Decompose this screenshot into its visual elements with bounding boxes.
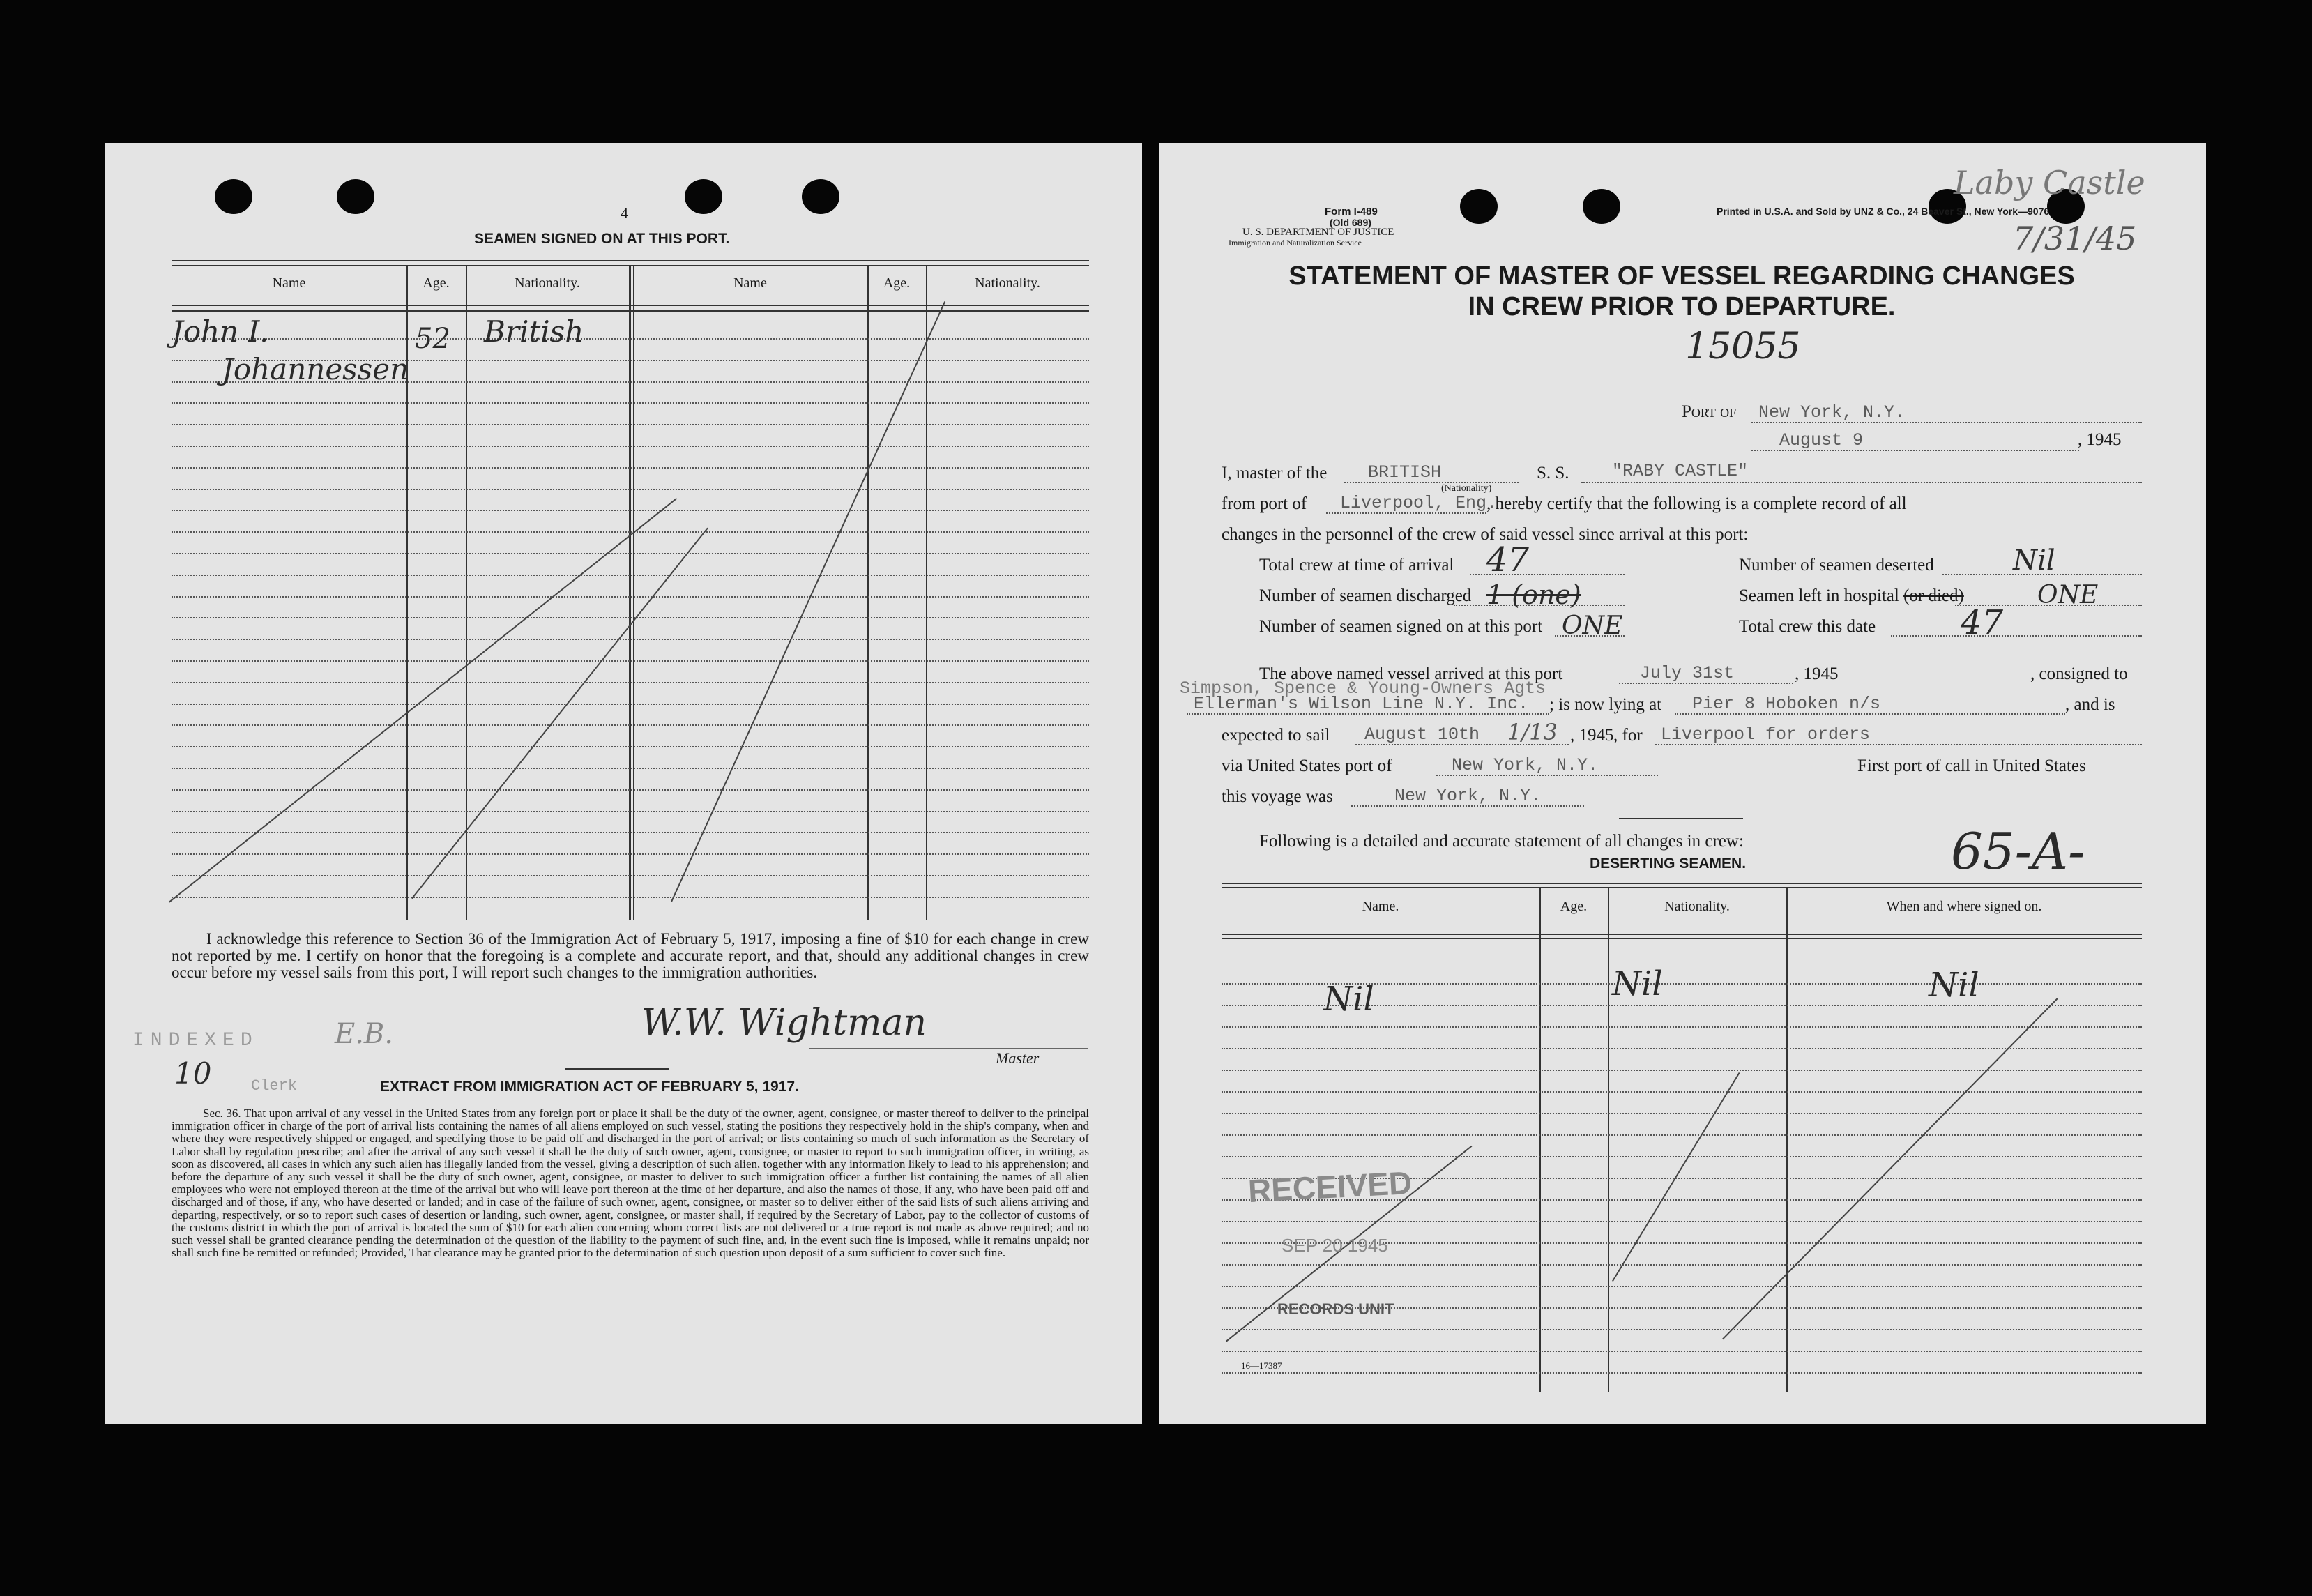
deserting-title: DESERTING SEAMEN. [1590,856,1747,872]
corner-note-date: 7/31/45 [2013,220,2137,257]
extract-title: EXTRACT FROM IMMIGRATION ACT OF FEBRUARY 5, 1917. [380,1079,799,1095]
row-rule [172,811,1089,812]
row-rule [1222,1286,2142,1287]
records-unit-stamp: RECORDS UNIT [1277,1300,1394,1318]
port-value: New York, N.Y. [1758,402,1906,423]
department: U. S. DEPARTMENT OF JUSTICE [1242,227,1394,238]
row-rule [172,338,1089,340]
punch-hole [215,179,252,214]
and-is-label: , and is [2065,695,2115,714]
footer-code: 16—17387 [1241,1360,1282,1371]
section-title: SEAMEN SIGNED ON AT THIS PORT. [474,231,730,247]
signed-on-label: Number of seamen signed on at this port [1259,617,1543,636]
row-rule [1222,1113,2142,1114]
section-36-text: Sec. 36. That upon arrival of any vessel in the United States from any foreign port or place it shall be the duty of the owner, agent, consignee, or master thereof to deliver to the principal immigration officer in charge of the port of arrival lists containing the names of all aliens employed on such vessel, stating the positions they respectively hold in the ship's company, when and where they were respectively shipped or engaged, and specifying those to be paid off and discharged in the port of arrival; or lists containing so much of such information as the Secretary of Labor shall by regulation prescribe; and after the arrival of any such vessel it shall be the duty of such owner, agent, consignee, or master to report to such immigration officer, in writing, as soon as discovered, all cases in which any such alien has illegally landed from the vessel, giving a description of such alien, together with any information likely to lead to his apprehension; and before the departure of any such vessel it shall be the duty of such owner, agent, consignee, or master to deliver to such immigration officer a further list containing the names of all alien employees who were not employed thereon at the time of the arrival but who will leave port thereon at the time of her departure, and also the names of those, if any, who have been paid off and discharged and of those, if any, who have deserted or landed; and in case of the failure of such owner, agent, consignee, or master so to deliver either of the said lists of such aliens arriving and departing, respectively, or so to report such cases of desertion or landing, such owner, agent, consignee, or master shall, if required by the Secretary of Labor, pay to the collector of customs of the customs district in which the port of arrival is located the sum of $10 for each alien concerning whom correct lists are not delivered or a true report is not made as above required; and no such vessel shall be granted clearance pending the determination of the question of the liability to the payment of such fine, and, in the event such fine is imposed, while it remains unpaid; nor shall such fine be remitted or refunded; Provided, That clearance may be granted prior to the determination of such question upon deposit of a sum sufficient to cover such fine. [172,1107,1089,1260]
row-rule [172,639,1089,640]
lying-label: ; is now lying at [1549,695,1662,714]
form-number: Form I-489 [1325,206,1378,218]
row-rule [172,467,1089,469]
row-rule [172,682,1089,683]
row-rule [172,897,1089,898]
form-old-number: (Old 689) [1330,217,1371,228]
master-of-label: I, master of the [1222,464,1328,482]
clerk-label: Clerk [251,1077,298,1095]
right-page [1159,143,2206,1424]
row-rule [172,853,1089,855]
col-header-nationality: Nationality. [515,275,580,291]
row-rule [1222,1091,2142,1093]
expected-value: August 10th [1364,724,1480,745]
changes-text: changes in the personnel of the crew of said vessel since arrival at this port: [1222,525,1749,544]
row-rule [172,875,1089,876]
row-rule [1222,1264,2142,1266]
via-label: via United States port of [1222,757,1392,775]
row-rule [172,489,1089,490]
row-rule [1222,1026,2142,1028]
deserted-label: Number of seamen deserted [1739,556,1934,575]
row-rule [172,424,1089,425]
row-rule [172,553,1089,554]
row-rule [172,446,1089,447]
row-rule [172,402,1089,404]
consigned-label: , consigned to [2030,664,2128,683]
deserted-value: Nil [2013,545,2055,577]
expected-year: , 1945 [1570,726,1614,745]
discharged-value: 1 (one) [1486,579,1581,610]
initials: E.B. [335,1018,394,1050]
voyage-value: New York, N.Y. [1394,786,1542,806]
acknowledgement-text: I acknowledge this reference to Section 36 of the Immigration Act of February 5, 1917, imposing a fine of $10 for each change in crew not reported by me. I certify on honor that the foregoing is a complete and accurate report, and that, should any additional changes in crew occur before my vessel sails from this port, I will report such changes to the immigration authorities. [172,930,1089,981]
hospital-label: Seamen left in hospital (or died) [1739,586,1964,605]
consignee-line2: Ellerman's Wilson Line N.Y. Inc. [1194,694,1529,714]
entry-age: 52 [415,323,450,355]
col-header-age: Age. [1560,899,1588,914]
arrived-label: The above named vessel arrived at this port [1259,664,1563,683]
certify-text: , hereby certify that the following is a complete record of all [1486,494,1907,513]
row-rule [172,746,1089,747]
row-rule [1222,1156,2142,1157]
punch-hole [685,179,722,214]
expected-hand-note: 1/13 [1507,719,1558,745]
strike-line [1612,1072,1740,1282]
nil-entry-nationality: Nil [1612,964,1663,1003]
master-label: Master [996,1049,1040,1067]
from-port-value: Liverpool, Eng. [1340,493,1498,513]
port-label: Port of [1682,402,1737,421]
strike-line [411,528,708,899]
row-rule [1222,1372,2142,1374]
vessel-name: "RABY CASTLE" [1612,461,1749,481]
entry-name-line2: Johannessen [222,352,409,386]
col-header-nationality-2: Nationality. [975,275,1040,291]
lying-value: Pier 8 Hoboken n/s [1692,694,1881,714]
voyage-label: this voyage was [1222,787,1333,806]
stamp-note: 65-A- [1951,822,2085,881]
received-stamp: RECEIVED [1247,1164,1413,1210]
total-crew-date-label: Total crew this date [1739,617,1876,636]
row-rule [172,768,1089,769]
row-rule [1222,1070,2142,1071]
col-header-name: Name [272,275,306,291]
via-value: New York, N.Y. [1452,755,1599,775]
form-title-line2: IN CREW PRIOR TO DEPARTURE. [1468,292,1896,321]
nil-entry-signed-on: Nil [1929,966,1979,1005]
row-rule [1222,1134,2142,1136]
strike-line [169,498,677,903]
punch-hole [337,179,374,214]
clerk-number: 10 [174,1056,212,1090]
indexed-stamp: INDEXED [132,1030,259,1051]
date-value: August 9 [1779,430,1864,450]
discharged-label: Number of seamen discharged [1259,586,1472,605]
from-port-label: from port of [1222,494,1307,513]
row-rule [172,660,1089,662]
left-page [105,143,1142,1424]
first-port-label: First port of call in United States [1857,757,2086,775]
row-rule [172,724,1089,726]
row-rule [172,575,1089,576]
row-rule [172,832,1089,833]
arrived-year: , 1945 [1795,664,1839,683]
entry-nationality: British [484,314,584,349]
service: Immigration and Naturalization Service [1229,238,1362,248]
row-rule [172,596,1089,598]
total-crew-date-value: 47 [1961,603,2004,642]
row-rule [1222,1048,2142,1049]
for-value: Liverpool for orders [1661,724,1871,745]
total-crew-arrival-value: 47 [1486,540,1530,579]
printer-note: Printed in U.S.A. and Sold by UNZ & Co., 24 Beaver St., New York—9076 [1717,206,2050,217]
col-header-age-2: Age. [883,275,911,291]
date-year: , 1945 [2078,430,2122,449]
nationality-value: BRITISH [1368,462,1442,482]
col-header-nationality: Nationality. [1664,899,1730,914]
nationality-caption: (Nationality) [1441,483,1492,494]
hospital-value: ONE [2037,581,2099,609]
col-header-name: Name. [1362,899,1399,914]
nil-entry-name: Nil [1323,980,1374,1019]
row-rule [172,617,1089,618]
corner-note-vessel: Laby Castle [1954,164,2145,202]
ss-label: S. S. [1537,464,1569,482]
entry-name-line1: John I. [172,314,269,349]
expected-label: expected to sail [1222,726,1330,745]
row-rule [172,704,1089,705]
col-header-name-2: Name [733,275,767,291]
punch-hole [802,179,839,214]
row-rule [1222,1351,2142,1352]
received-date-stamp: SEP 20 1945 [1282,1235,1388,1256]
row-rule [1222,1221,2142,1222]
form-title-line1: STATEMENT OF MASTER OF VESSEL REGARDING CHANGES [1288,261,2075,291]
col-header-age: Age. [423,275,450,291]
page-number: 4 [621,204,628,222]
row-rule [1222,1329,2142,1330]
punch-hole [1583,189,1620,224]
for-label: , for [1613,726,1643,745]
row-rule [172,531,1089,533]
file-number: 15055 [1685,326,1801,367]
consignee-line1: Simpson, Spence & Young-Owners Agts [1180,678,1546,699]
punch-hole [1460,189,1498,224]
master-signature: W.W. Wightman [641,1002,927,1044]
total-crew-arrival-label: Total crew at time of arrival [1259,556,1454,575]
signed-on-value: ONE [1562,611,1623,640]
following-text: Following is a detailed and accurate statement of all changes in crew: [1259,832,1744,851]
col-header-signed-on: When and where signed on. [1886,899,2042,914]
row-rule [172,510,1089,511]
arrived-value: July 31st [1640,663,1735,683]
